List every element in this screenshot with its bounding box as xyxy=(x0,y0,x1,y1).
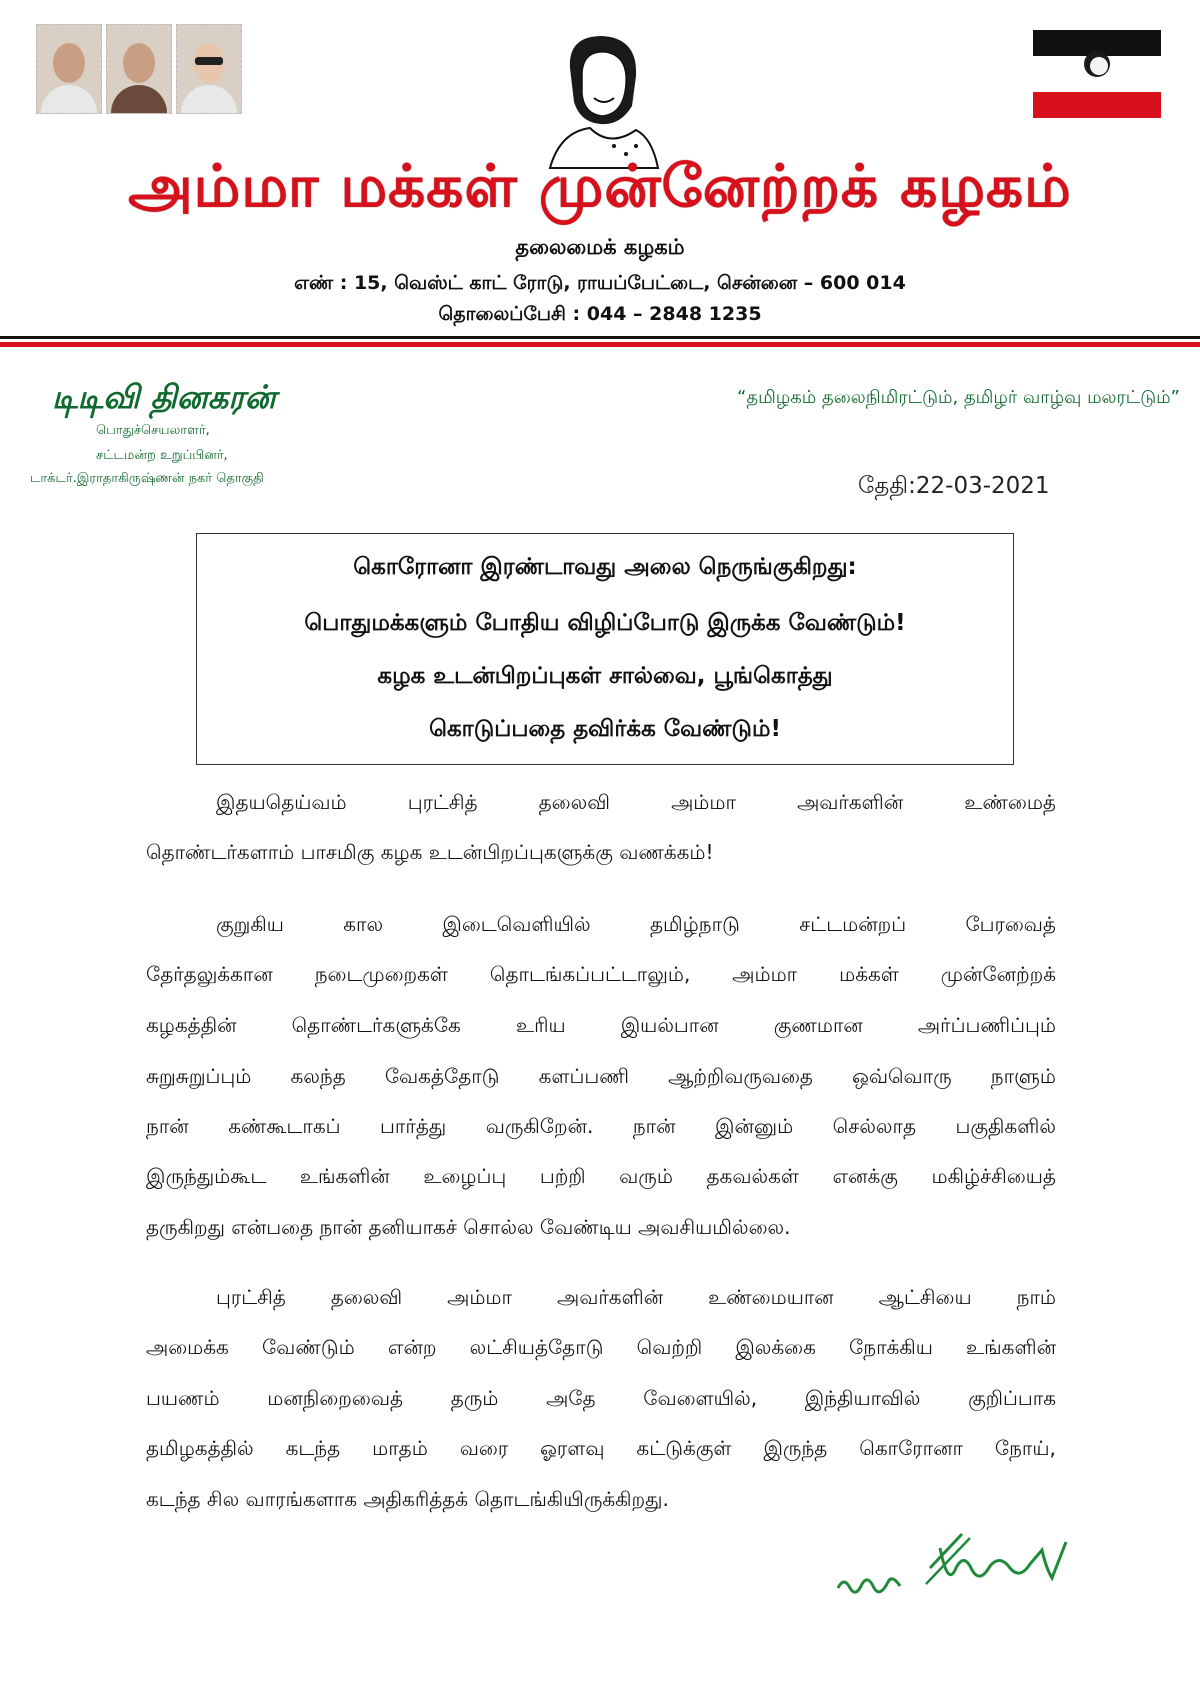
body-word: கால xyxy=(343,912,384,936)
body-word: அம்மா xyxy=(447,1285,512,1309)
leader-portrait-1 xyxy=(36,24,102,114)
body-word: தொண்டர்களுக்கே xyxy=(291,1013,461,1037)
body-word: கட்டுக்குள் xyxy=(636,1436,732,1460)
body-line xyxy=(146,1164,1056,1191)
body-word: இருந்தும்கூட xyxy=(146,1164,267,1188)
address: எண் : 15, வெஸ்ட் காட் ரோடு, ராயப்பேட்டை, சென்னை – 600 014 xyxy=(294,272,906,294)
body-line xyxy=(146,962,1056,989)
body-word: தலைவி xyxy=(330,1285,403,1309)
body-word: அதே xyxy=(546,1386,596,1410)
headline-line-1: கொரோனா இரண்டாவது அலை நெருங்குகிறது: xyxy=(353,554,857,580)
body-line: கடந்த சில வாரங்களாக அதிகரித்தக் தொடங்கியிருக்கிறது. xyxy=(146,1487,669,1511)
body-word: பேரவைத் xyxy=(965,912,1056,936)
signer-title-2: சட்டமன்ற உறுப்பினர், xyxy=(96,448,228,463)
body-word: அர்ப்பணிப்பும் xyxy=(917,1013,1056,1037)
body-word: இந்தியாவில் xyxy=(804,1386,921,1410)
body-word: எனக்கு xyxy=(832,1164,898,1188)
body-word: கழகத்தின் xyxy=(146,1013,237,1037)
body-word: ஓரளவு xyxy=(540,1436,605,1460)
body-line xyxy=(216,790,1056,817)
body-word: தலைவி xyxy=(538,790,610,814)
body-word: ஒவ்வொரு xyxy=(852,1064,952,1088)
body-word: கண்கூடாகப் xyxy=(228,1114,341,1138)
body-word: உழைப்பு xyxy=(423,1164,507,1188)
signer-name: டிடிவி தினகரன் xyxy=(52,378,276,416)
body-word: பற்றி xyxy=(539,1164,586,1188)
body-word: அம்மா xyxy=(732,962,798,986)
body-word: முன்னேற்றக் xyxy=(940,962,1056,986)
body-word: நான் xyxy=(146,1114,189,1138)
body-word: ஆற்றிவருவதை xyxy=(668,1064,813,1088)
body-word: மனநிறைவைத் xyxy=(267,1386,403,1410)
header-divider-red xyxy=(0,342,1200,347)
body-word: பார்த்து xyxy=(380,1114,447,1138)
body-line xyxy=(146,1436,1056,1463)
body-word: உண்மைத் xyxy=(964,790,1056,814)
body-word: வேகத்தோடு xyxy=(384,1064,500,1088)
signer-title-3: டாக்டர்.இராதாகிருஷ்ணன் நகர் தொகுதி xyxy=(30,471,264,486)
body-line: தருகிறது என்பதை நான் தனியாகச் சொல்ல வேண்டிய அவசியமில்லை. xyxy=(146,1215,791,1239)
body-word: இலக்கை xyxy=(735,1335,816,1359)
body-word: நாளும் xyxy=(990,1064,1056,1088)
body-word: தமிழ்நாடு xyxy=(649,912,740,936)
body-word: தமிழகத்தில் xyxy=(146,1436,254,1460)
body-word: களப்பணி xyxy=(538,1064,629,1088)
body-word: கடந்த xyxy=(285,1436,341,1460)
body-word: குறுகிய xyxy=(216,912,284,936)
body-word: நான் xyxy=(632,1114,676,1138)
body-word: சட்டமன்றப் xyxy=(799,912,907,936)
headline-line-3: கழக உடன்பிறப்புகள் சால்வை, பூங்கொத்து xyxy=(377,663,833,689)
body-line xyxy=(146,1335,1056,1362)
body-word: உங்களின் xyxy=(966,1335,1056,1359)
body-word: பயணம் xyxy=(146,1386,220,1410)
body-word: உங்களின் xyxy=(299,1164,390,1188)
body-line: தொண்டர்களாம் பாசமிகு கழக உடன்பிறப்புகளுக்கு வணக்கம்! xyxy=(146,840,714,864)
body-word: கலந்த xyxy=(290,1064,346,1088)
header-divider-black xyxy=(0,336,1200,339)
body-word: லட்சியத்தோடு xyxy=(469,1335,604,1359)
body-word: கொரோனா xyxy=(859,1436,963,1460)
body-word: அமைக்க xyxy=(146,1335,229,1359)
headquarters-label: தலைமைக் கழகம் xyxy=(515,235,685,259)
body-word: உரிய xyxy=(515,1013,566,1037)
body-line xyxy=(216,912,1056,939)
body-word: நோக்கிய xyxy=(849,1335,933,1359)
slogan: “தமிழகம் தலைநிமிரட்டும், தமிழர் வாழ்வு மலரட்டும்” xyxy=(737,387,1180,408)
body-word: இடைவெளியில் xyxy=(442,912,591,936)
body-word: நாம் xyxy=(1016,1285,1056,1309)
body-word: வேண்டும் xyxy=(261,1335,355,1359)
body-word: மகிழ்ச்சியைத் xyxy=(931,1164,1056,1188)
body-word: குறிப்பாக xyxy=(968,1386,1056,1410)
body-word: சுறுசுறுப்பும் xyxy=(146,1064,252,1088)
phone-number: தொலைப்பேசி : 044 – 2848 1235 xyxy=(438,303,762,325)
body-word: நோய், xyxy=(994,1436,1056,1460)
party-flag-image xyxy=(1033,30,1161,118)
body-line xyxy=(146,1386,1056,1413)
body-word: தரும் xyxy=(450,1386,499,1410)
date: தேதி:22-03-2021 xyxy=(858,473,1050,499)
body-line xyxy=(146,1114,1056,1141)
body-word: தொடங்கப்பட்டாலும், xyxy=(489,962,691,986)
body-word: பகுதிகளில் xyxy=(955,1114,1056,1138)
body-word: இன்னும் xyxy=(715,1114,794,1138)
body-word: வேளையில், xyxy=(643,1386,758,1410)
body-word: புரட்சித் xyxy=(407,790,478,814)
headline-box xyxy=(196,533,1014,765)
body-word: தகவல்கள் xyxy=(706,1164,799,1188)
leader-portrait-3 xyxy=(176,24,242,114)
body-line xyxy=(146,1013,1056,1040)
body-line xyxy=(146,1064,1056,1091)
body-word: குணமான xyxy=(773,1013,863,1037)
body-word: அம்மா xyxy=(671,790,736,814)
body-word: அவர்களின் xyxy=(556,1285,664,1309)
body-word: தேர்தலுக்கான xyxy=(146,962,273,986)
headline-line-4: கொடுப்பதை தவிர்க்க வேண்டும்! xyxy=(429,716,781,742)
body-word: அவர்களின் xyxy=(797,790,904,814)
leader-portrait-2 xyxy=(106,24,172,114)
body-word: புரட்சித் xyxy=(216,1285,286,1309)
body-word: மாதம் xyxy=(372,1436,428,1460)
body-word: இயல்பான xyxy=(620,1013,719,1037)
signer-title-1: பொதுச்செயலாளர், xyxy=(96,423,210,438)
body-line xyxy=(216,1285,1056,1312)
body-word: வெற்றி xyxy=(636,1335,703,1359)
handwritten-signature xyxy=(830,1528,1080,1608)
party-name: அம்மா மக்கள் முன்னேற்றக் கழகம் xyxy=(128,152,1072,220)
body-word: ஆட்சியை xyxy=(878,1285,972,1309)
body-word: வரை xyxy=(459,1436,509,1460)
body-word: இருந்த xyxy=(763,1436,828,1460)
leaders-portraits xyxy=(36,24,246,114)
headline-line-2: பொதுமக்களும் போதிய விழிப்போடு இருக்க வேண்டும்! xyxy=(304,610,906,636)
body-word: நடைமுறைகள் xyxy=(314,962,448,986)
body-word: வரும் xyxy=(619,1164,673,1188)
body-word: மக்கள் xyxy=(839,962,899,986)
body-word: வருகிறேன். xyxy=(485,1114,594,1138)
body-word: செல்லாத xyxy=(832,1114,916,1138)
body-word: உண்மையான xyxy=(708,1285,834,1309)
body-word: என்ற xyxy=(387,1335,437,1359)
body-word: இதயதெய்வம் xyxy=(216,790,347,814)
